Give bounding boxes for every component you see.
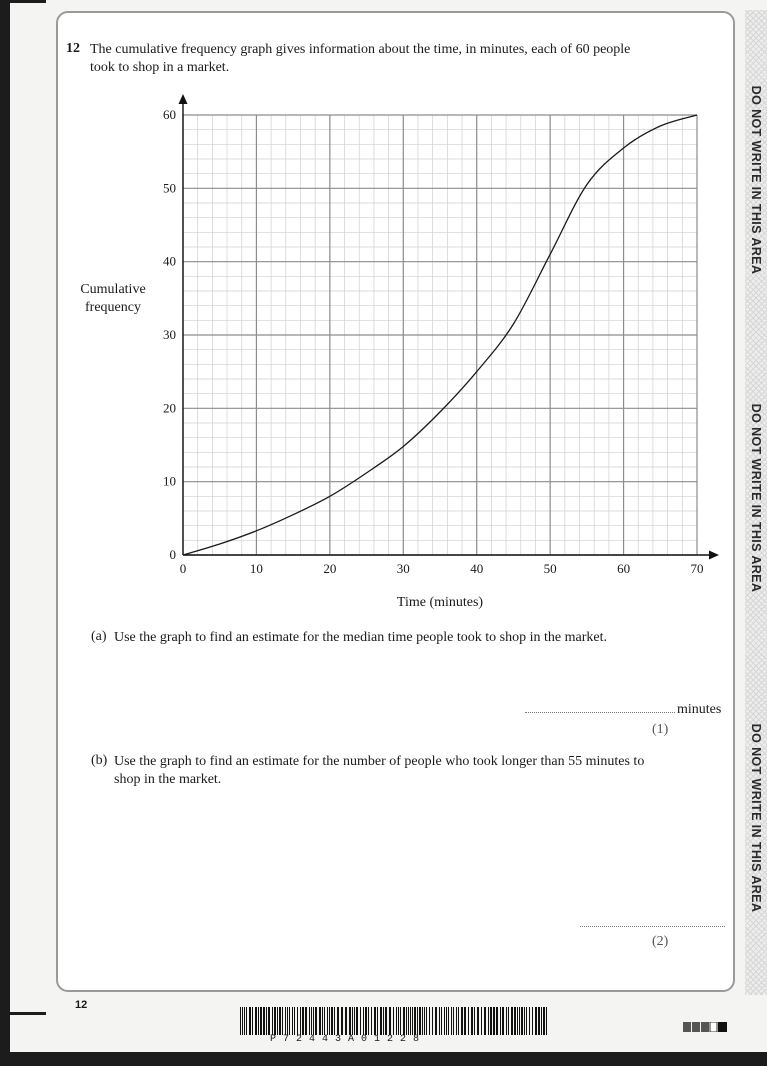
- barcode-bar: [315, 1007, 317, 1035]
- barcode-bar: [396, 1007, 397, 1035]
- barcode-bar: [529, 1007, 530, 1035]
- barcode-bar: [354, 1007, 355, 1035]
- barcode-bar: [453, 1007, 454, 1035]
- barcode-bar: [535, 1007, 537, 1035]
- barcode-bar: [451, 1007, 452, 1035]
- barcode-bar: [352, 1007, 353, 1035]
- question-number: 12: [66, 41, 80, 56]
- barcode-bar: [268, 1007, 270, 1035]
- barcode-bar: [414, 1007, 416, 1035]
- y-tick-label: 20: [163, 400, 176, 416]
- barcode-bar: [302, 1007, 304, 1035]
- barcode-bar: [260, 1007, 262, 1035]
- barcode-bar: [324, 1007, 325, 1035]
- x-tick-label: 70: [690, 561, 704, 576]
- x-tick-label: 0: [179, 561, 187, 576]
- barcode-bar: [300, 1007, 301, 1035]
- barcode-bar: [383, 1007, 384, 1035]
- page-number: 12: [75, 999, 88, 1011]
- barcode-bar: [274, 1007, 276, 1035]
- barcode-bar: [403, 1007, 405, 1035]
- barcode-bar: [468, 1007, 469, 1035]
- barcode-bar: [279, 1007, 281, 1035]
- barcode-bar: [521, 1007, 523, 1035]
- barcode-bar: [287, 1007, 288, 1035]
- barcode-bar: [488, 1007, 489, 1035]
- y-tick-label: 50: [163, 180, 176, 196]
- barcode-bar: [292, 1007, 293, 1035]
- barcode-bar: [464, 1007, 466, 1035]
- barcode-bar: [490, 1007, 492, 1035]
- barcode-bar: [417, 1007, 418, 1035]
- margin-warning-3: DO NOT WRITE IN THIS AREA: [749, 723, 763, 913]
- barcode-text: P72443A01228: [270, 1034, 427, 1045]
- barcode-bar: [356, 1007, 358, 1035]
- barcode-bar: [508, 1007, 509, 1035]
- barcode-bar: [435, 1007, 437, 1035]
- y-axis-title-line-1: Cumulative: [80, 282, 146, 297]
- barcode-bar: [242, 1007, 243, 1035]
- barcode-bar: [341, 1007, 343, 1035]
- barcode-bar: [474, 1007, 475, 1035]
- barcode-bar: [514, 1007, 516, 1035]
- barcode-bar: [334, 1007, 335, 1035]
- barcode-bar: [374, 1007, 376, 1035]
- y-axis-title-line-2: frequency: [85, 300, 141, 315]
- part-a-label: (a): [91, 629, 107, 644]
- barcode-bar: [244, 1007, 245, 1035]
- barcode-bar: [311, 1007, 312, 1035]
- margin-warning-2: DO NOT WRITE IN THIS AREA: [749, 403, 763, 593]
- y-tick-label: 0: [169, 547, 176, 562]
- part-a-unit: minutes: [677, 702, 722, 717]
- barcode-bar: [543, 1007, 545, 1035]
- barcode-bar: [444, 1007, 445, 1035]
- barcode-bar: [506, 1007, 507, 1035]
- barcode-bar: [349, 1007, 351, 1035]
- barcode-bar: [496, 1007, 498, 1035]
- barcode-bar: [258, 1007, 259, 1035]
- x-axis-arrow: [709, 551, 719, 560]
- y-tick-label: 40: [163, 253, 176, 269]
- part-b-text: Use the graph to find an estimate for the number of people who took longer than 55 minutes to shop in the market.: [114, 754, 645, 787]
- barcode-bar: [289, 1007, 290, 1035]
- barcode-bar: [345, 1007, 347, 1035]
- x-tick-label: 40: [470, 561, 484, 576]
- grid-major: [183, 115, 697, 555]
- barcode-bar: [432, 1007, 433, 1035]
- x-axis-title: Time (minutes): [396, 595, 484, 610]
- barcode-bar: [526, 1007, 527, 1035]
- barcode-bar: [426, 1007, 427, 1035]
- barcode-bar: [502, 1007, 504, 1035]
- barcode-bar: [538, 1007, 540, 1035]
- x-tick-label: 60: [617, 561, 631, 576]
- barcode-bar: [524, 1007, 525, 1035]
- barcode-bar: [327, 1007, 328, 1035]
- x-tick-label: 20: [323, 561, 337, 576]
- barcode: [240, 1007, 550, 1035]
- margin-warning-1: DO NOT WRITE IN THIS AREA: [749, 85, 763, 275]
- barcode-bar: [419, 1007, 421, 1035]
- barcode-bar: [380, 1007, 382, 1035]
- barcode-bar: [484, 1007, 486, 1035]
- barcode-bar: [541, 1007, 542, 1035]
- x-tick-label: 30: [396, 561, 410, 576]
- barcode-bar: [297, 1007, 298, 1035]
- page-marker-blocks: [683, 1022, 727, 1032]
- y-tick-labels: [163, 107, 176, 562]
- barcode-bar: [398, 1007, 399, 1035]
- barcode-bar: [500, 1007, 501, 1035]
- barcode-bar: [282, 1007, 283, 1035]
- barcode-bar: [266, 1007, 267, 1035]
- barcode-bar: [393, 1007, 394, 1035]
- barcode-bar: [309, 1007, 310, 1035]
- barcode-bar: [471, 1007, 473, 1035]
- barcode-bar: [546, 1007, 547, 1035]
- y-tick-label: 60: [163, 107, 176, 122]
- barcode-bar: [481, 1007, 482, 1035]
- barcode-bar: [363, 1007, 364, 1035]
- barcode-bar: [389, 1007, 391, 1035]
- barcode-bar: [263, 1007, 265, 1035]
- barcode-bar: [305, 1007, 307, 1035]
- barcode-bar: [385, 1007, 387, 1035]
- barcode-bar: [255, 1007, 257, 1035]
- barcode-bar: [461, 1007, 463, 1035]
- barcode-bar: [446, 1007, 447, 1035]
- barcode-bar: [406, 1007, 407, 1035]
- barcode-bar: [429, 1007, 430, 1035]
- barcode-bar: [322, 1007, 323, 1035]
- part-b-marks: (2): [652, 934, 669, 949]
- part-a-marks: (1): [652, 722, 669, 737]
- barcode-bar: [277, 1007, 278, 1035]
- barcode-bar: [272, 1007, 273, 1035]
- barcode-bar: [412, 1007, 413, 1035]
- barcode-bar: [360, 1007, 361, 1035]
- barcode-bar: [368, 1007, 369, 1035]
- barcode-bar: [477, 1007, 479, 1035]
- barcode-bar: [337, 1007, 339, 1035]
- x-tick-label: 50: [543, 561, 557, 576]
- part-a-answer-line[interactable]: [525, 712, 675, 713]
- y-tick-label: 10: [163, 473, 176, 489]
- barcode-bar: [400, 1007, 401, 1035]
- x-tick-labels: [180, 561, 704, 576]
- question-text: The cumulative frequency graph gives information about the time, in minutes, each of 60 people took to shop in a market.: [90, 42, 631, 75]
- barcode-bar: [365, 1007, 367, 1035]
- barcode-bar: [331, 1007, 333, 1035]
- barcode-bar: [319, 1007, 321, 1035]
- barcode-bar: [410, 1007, 411, 1035]
- barcode-bar: [252, 1007, 253, 1035]
- barcode-bar: [246, 1007, 247, 1035]
- barcode-bar: [240, 1007, 241, 1035]
- part-a-text: Use the graph to find an estimate for the median time people took to shop in the market.: [114, 630, 607, 645]
- barcode-bar: [493, 1007, 495, 1035]
- barcode-bar: [422, 1007, 423, 1035]
- barcode-bar: [329, 1007, 330, 1035]
- part-b-label: (b): [91, 753, 108, 768]
- barcode-bar: [285, 1007, 286, 1035]
- barcode-bar: [511, 1007, 513, 1035]
- barcode-bar: [249, 1007, 251, 1035]
- barcode-bar: [371, 1007, 372, 1035]
- barcode-bar: [424, 1007, 425, 1035]
- barcode-bar: [456, 1007, 457, 1035]
- barcode-bar: [517, 1007, 518, 1035]
- barcode-bar: [441, 1007, 442, 1035]
- barcode-bar: [313, 1007, 314, 1035]
- x-tick-label: 10: [249, 561, 263, 576]
- barcode-bar: [448, 1007, 449, 1035]
- barcode-bar: [439, 1007, 440, 1035]
- barcode-bar: [458, 1007, 459, 1035]
- barcode-bar: [294, 1007, 295, 1035]
- barcode-bar: [377, 1007, 378, 1035]
- barcode-bar: [408, 1007, 409, 1035]
- part-b-answer-line[interactable]: [580, 926, 725, 927]
- barcode-bar: [532, 1007, 533, 1035]
- barcode-bar: [519, 1007, 520, 1035]
- y-tick-label: 30: [163, 327, 176, 342]
- y-axis-arrow: [179, 94, 188, 104]
